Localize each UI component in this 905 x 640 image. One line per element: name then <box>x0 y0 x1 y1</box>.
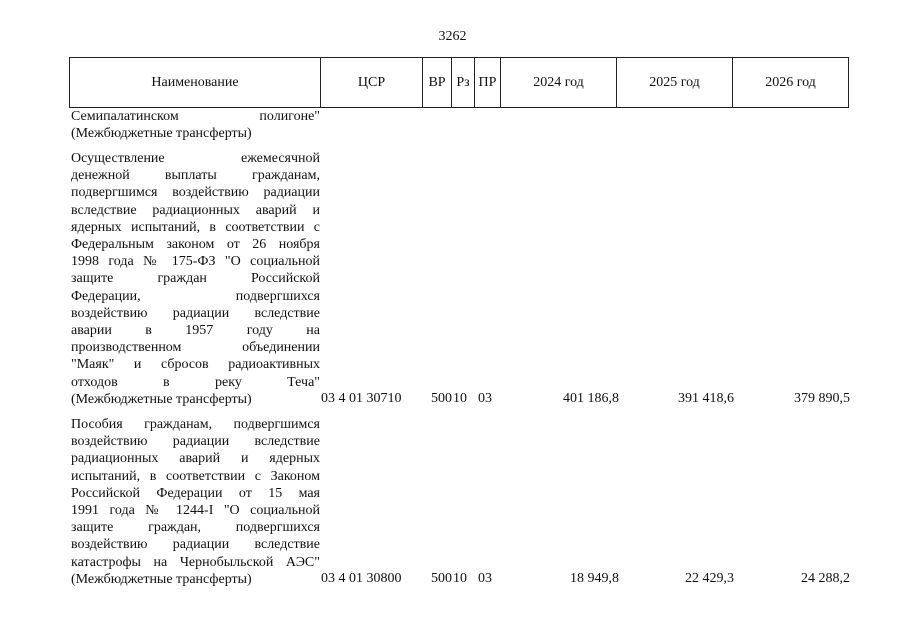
name-line: Осуществление ежемесячной <box>71 151 320 166</box>
row-2026: 379 890,5 <box>794 391 850 406</box>
header-pr: ПР <box>475 58 501 108</box>
header-csr: ЦСР <box>321 58 423 108</box>
row-pr: 03 <box>478 391 492 406</box>
row-2026: 24 288,2 <box>801 571 850 586</box>
row-csr: 03 4 01 30800 <box>321 571 402 586</box>
row-name <box>71 108 320 142</box>
name-line: производственном объединении <box>71 340 320 356</box>
name-line: 1998 года № 175-ФЗ "О социальной <box>71 254 320 270</box>
name-line: аварии в 1957 году на <box>71 323 320 339</box>
name-line: воздействию радиации вследствие <box>71 537 320 553</box>
name-line: "Маяк" и сбросов радиоактивных <box>71 357 320 373</box>
row-2024: 401 186,8 <box>563 391 619 406</box>
name-line: защите граждан Российской <box>71 271 320 287</box>
name-line: Федеральным законом от 26 ноября <box>71 237 320 253</box>
page-number: 3262 <box>438 29 467 44</box>
table-header <box>69 57 849 108</box>
row-csr: 03 4 01 30710 <box>321 391 402 406</box>
name-line: Федерации, подвергшихся <box>71 288 320 304</box>
name-line: Семипалатинском полигоне" <box>71 109 320 124</box>
header-2025: 2025 год <box>617 58 733 108</box>
name-line: воздействию радиации вследствие <box>71 434 320 450</box>
name-line: (Межбюджетные трансферты) <box>71 126 252 142</box>
name-line: защите граждан, подвергшихся <box>71 520 320 536</box>
row-vr: 500 <box>431 571 452 586</box>
name-line: ядерных испытаний, в соответствии с <box>71 219 320 235</box>
name-line: катастрофы на Чернобыльской АЭС" <box>71 554 320 570</box>
name-line: (Межбюджетные трансферты) <box>71 391 252 407</box>
name-line: Пособия гражданам, подвергшимся <box>71 417 320 432</box>
row-rz: 10 <box>453 571 467 586</box>
header-vr: ВР <box>423 58 452 108</box>
header-2024: 2024 год <box>501 58 617 108</box>
header-name: Наименование <box>70 58 321 108</box>
name-line: вследствие радиационных аварий и <box>71 202 320 218</box>
name-line: отходов в реку Теча" <box>71 374 320 390</box>
name-line: подвергшимся воздействию радиации <box>71 185 320 201</box>
row-pr: 03 <box>478 571 492 586</box>
name-line: воздействию радиации вследствие <box>71 305 320 321</box>
row-name <box>71 150 320 408</box>
name-line: (Межбюджетные трансферты) <box>71 571 252 587</box>
name-line: денежной выплаты гражданам, <box>71 168 320 184</box>
row-vr: 500 <box>431 391 452 406</box>
name-line: Российской Федерации от 15 мая <box>71 485 320 501</box>
name-line: испытаний, в соответствии с Законом <box>71 468 320 484</box>
row-2025: 391 418,6 <box>678 391 734 406</box>
header-2026: 2026 год <box>733 58 849 108</box>
row-name <box>71 416 320 588</box>
row-2025: 22 429,3 <box>685 571 734 586</box>
row-rz: 10 <box>453 391 467 406</box>
name-line: радиационных аварий и ядерных <box>71 451 320 467</box>
name-line: 1991 года № 1244-I "О социальной <box>71 503 320 519</box>
row-2024: 18 949,8 <box>570 571 619 586</box>
header-rz: Рз <box>452 58 475 108</box>
